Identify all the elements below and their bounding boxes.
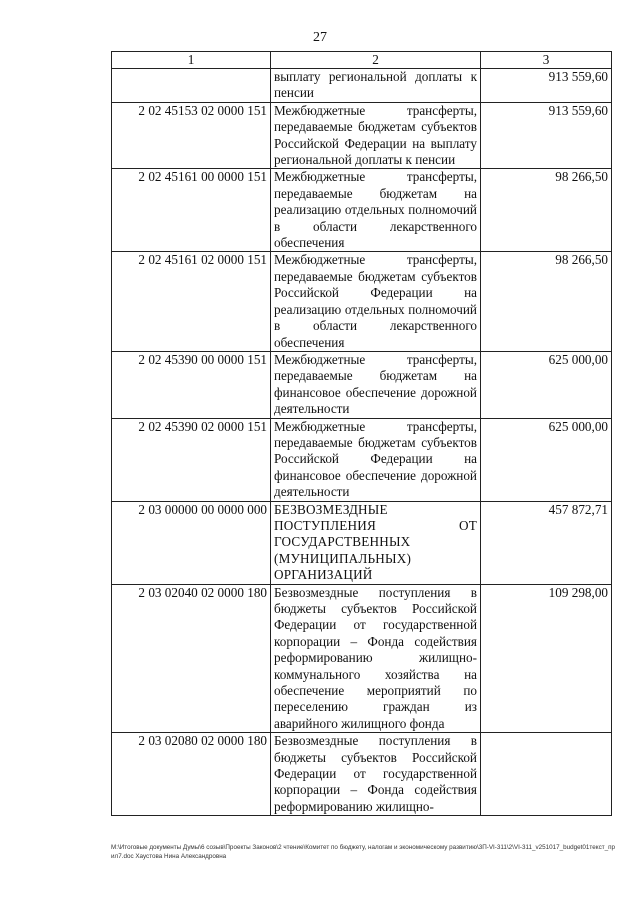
row-amount: 625 000,00: [481, 351, 612, 418]
row-code: 2 03 02080 02 0000 180: [112, 733, 271, 816]
row-amount: 98 266,50: [481, 169, 612, 252]
row-description-text: выплату региональной доплаты к пенсии: [274, 69, 477, 101]
row-code: 2 02 45153 02 0000 151: [112, 102, 271, 169]
row-code: 2 02 45161 02 0000 151: [112, 252, 271, 351]
table-row: [112, 584, 612, 733]
row-amount: [481, 733, 612, 816]
table-header-row: [112, 52, 612, 69]
row-description: [271, 501, 481, 584]
row-amount: 913 559,60: [481, 102, 612, 169]
row-code: 2 02 45390 02 0000 151: [112, 418, 271, 501]
row-description: [271, 584, 481, 733]
table-row: [112, 169, 612, 252]
row-description-text: Межбюджетные трансферты, передаваемые бюджетам на реализацию отдельных полномочий в области лекарственного обеспечения: [274, 169, 477, 251]
header-col-2: 2: [271, 52, 481, 69]
table-row: [112, 501, 612, 584]
page-number: 27: [313, 30, 327, 45]
row-code: [112, 69, 271, 103]
header-col-1: 1: [112, 52, 271, 69]
row-description: [271, 418, 481, 501]
row-amount: 913 559,60: [481, 69, 612, 103]
row-description-text: Межбюджетные трансферты, передаваемые бюджетам субъектов Российской Федерации на финансовое обеспечение дорожной деятельности: [274, 418, 477, 500]
row-description-text: Безвозмездные поступления в бюджеты субъектов Российской Федерации от государственной корпорации – Фонда содействия реформированию жилищно-: [274, 733, 477, 814]
row-description: [271, 252, 481, 351]
row-description: [271, 169, 481, 252]
table-row: [112, 733, 612, 816]
row-code: 2 03 02040 02 0000 180: [112, 584, 271, 733]
table-row: [112, 102, 612, 169]
table-row: [112, 351, 612, 418]
row-description: [271, 733, 481, 816]
table-row: [112, 69, 612, 103]
row-code: 2 02 45161 00 0000 151: [112, 169, 271, 252]
row-description: [271, 351, 481, 418]
budget-table: [111, 51, 612, 816]
table-row: [112, 418, 612, 501]
row-code: 2 02 45390 00 0000 151: [112, 351, 271, 418]
row-amount: 109 298,00: [481, 584, 612, 733]
header-col-3: 3: [481, 52, 612, 69]
row-description: [271, 69, 481, 103]
row-description-text: БЕЗВОЗМЕЗДНЫЕ ПОСТУПЛЕНИЯ ОТ ГОСУДАРСТВЕННЫХ (МУНИЦИПАЛЬНЫХ) ОРГАНИЗАЦИЙ: [274, 501, 477, 583]
row-description-text: Межбюджетные трансферты, передаваемые бюджетам на финансовое обеспечение дорожной деятельности: [274, 351, 477, 417]
row-amount: 98 266,50: [481, 252, 612, 351]
row-description-text: Безвозмездные поступления в бюджеты субъектов Российской Федерации от государственной корпорации – Фонда содействия реформированию жилищно-коммунального хозяйства на обеспечение мероприятий по переселению граждан из аварийного жилищного фонда: [274, 584, 477, 731]
row-description-text: Межбюджетные трансферты, передаваемые бюджетам субъектов Российской Федерации на выплату региональной доплаты к пенсии: [274, 102, 477, 168]
document-footer-path: M:\Итоговые документы Думы\6 созыв\Проекты Законов\2 чтение\Комитет по бюджету, налогам и экономическому развитию\3П-VI-311\2\VI-311_v251017_budget01текст_прил7.doc Хаустова Нина Александровна: [111, 844, 616, 860]
row-code: 2 03 00000 00 0000 000: [112, 501, 271, 584]
row-amount: 625 000,00: [481, 418, 612, 501]
row-description-text: Межбюджетные трансферты, передаваемые бюджетам субъектов Российской Федерации на реализацию отдельных полномочий в области лекарственного обеспечения: [274, 252, 477, 350]
table-row: [112, 252, 612, 351]
row-description: [271, 102, 481, 169]
row-amount: 457 872,71: [481, 501, 612, 584]
